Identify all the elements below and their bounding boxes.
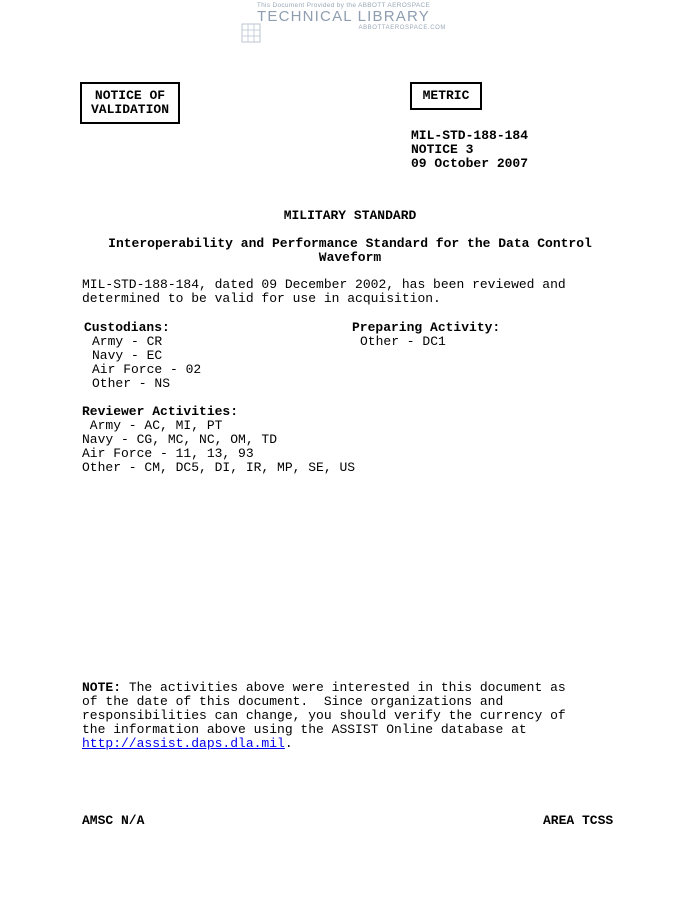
note-text: The activities above were interested in this document as bbox=[121, 680, 566, 695]
library-logo-icon bbox=[240, 22, 262, 44]
watermark bbox=[236, 2, 451, 44]
validation-line2: determined to be valid for use in acquisition. bbox=[82, 291, 441, 306]
notice-of-validation-box bbox=[80, 82, 180, 124]
reviewer-item: Navy - CG, MC, NC, OM, TD bbox=[82, 432, 278, 447]
custodian-item: Army - CR bbox=[92, 334, 163, 349]
footer-area: AREA TCSS bbox=[543, 813, 614, 828]
document-subtitle-line2: Waveform bbox=[318, 250, 382, 265]
note-line5 bbox=[82, 737, 293, 751]
notice-box-line2: VALIDATION bbox=[90, 102, 169, 117]
watermark-top-line: This Document Provided by the ABBOTT AEROSPACE bbox=[256, 2, 431, 9]
reviewer-item: Army - AC, MI, PT bbox=[82, 418, 223, 433]
custodian-item: Air Force - 02 bbox=[92, 362, 202, 377]
notice-number: NOTICE 3 bbox=[411, 142, 474, 157]
watermark-url: ABBOTTAEROSPACE.COM bbox=[358, 25, 446, 31]
document-title: MILITARY STANDARD bbox=[283, 208, 417, 223]
document-subtitle-line1: Interoperability and Performance Standard for the Data Control bbox=[108, 236, 592, 251]
note-line2: of the date of this document. Since organizations and bbox=[82, 694, 504, 709]
note-line4: the information above using the ASSIST Online database at bbox=[82, 722, 527, 737]
validation-line1: MIL-STD-188-184, dated 09 December 2002, has been reviewed and bbox=[82, 277, 566, 292]
note-line1 bbox=[82, 681, 566, 695]
custodian-item: Navy - EC bbox=[92, 348, 163, 363]
note-trailing: . bbox=[284, 736, 293, 751]
notice-date: 09 October 2007 bbox=[411, 156, 529, 171]
watermark-title: TECHNICAL LIBRARY bbox=[257, 8, 430, 25]
footer-amsc: AMSC N/A bbox=[82, 813, 145, 828]
metric-label: METRIC bbox=[422, 88, 470, 103]
doc-id: MIL-STD-188-184 bbox=[411, 128, 529, 143]
reviewer-activities-heading: Reviewer Activities: bbox=[82, 404, 239, 419]
note-label: NOTE: bbox=[82, 680, 122, 695]
note-line3: responsibilities can change, you should verify the currency of bbox=[82, 708, 566, 723]
reviewer-item: Air Force - 11, 13, 93 bbox=[82, 446, 254, 461]
metric-box bbox=[410, 82, 482, 110]
notice-box-line1: NOTICE OF bbox=[94, 88, 166, 103]
custodian-item: Other - NS bbox=[92, 376, 171, 391]
custodians-heading: Custodians: bbox=[84, 320, 170, 335]
preparing-activity-heading: Preparing Activity: bbox=[352, 320, 501, 335]
reviewer-item: Other - CM, DC5, DI, IR, MP, SE, US bbox=[82, 460, 356, 475]
preparing-activity-item: Other - DC1 bbox=[360, 334, 446, 349]
assist-link[interactable]: http://assist.daps.dla.mil bbox=[82, 736, 285, 751]
